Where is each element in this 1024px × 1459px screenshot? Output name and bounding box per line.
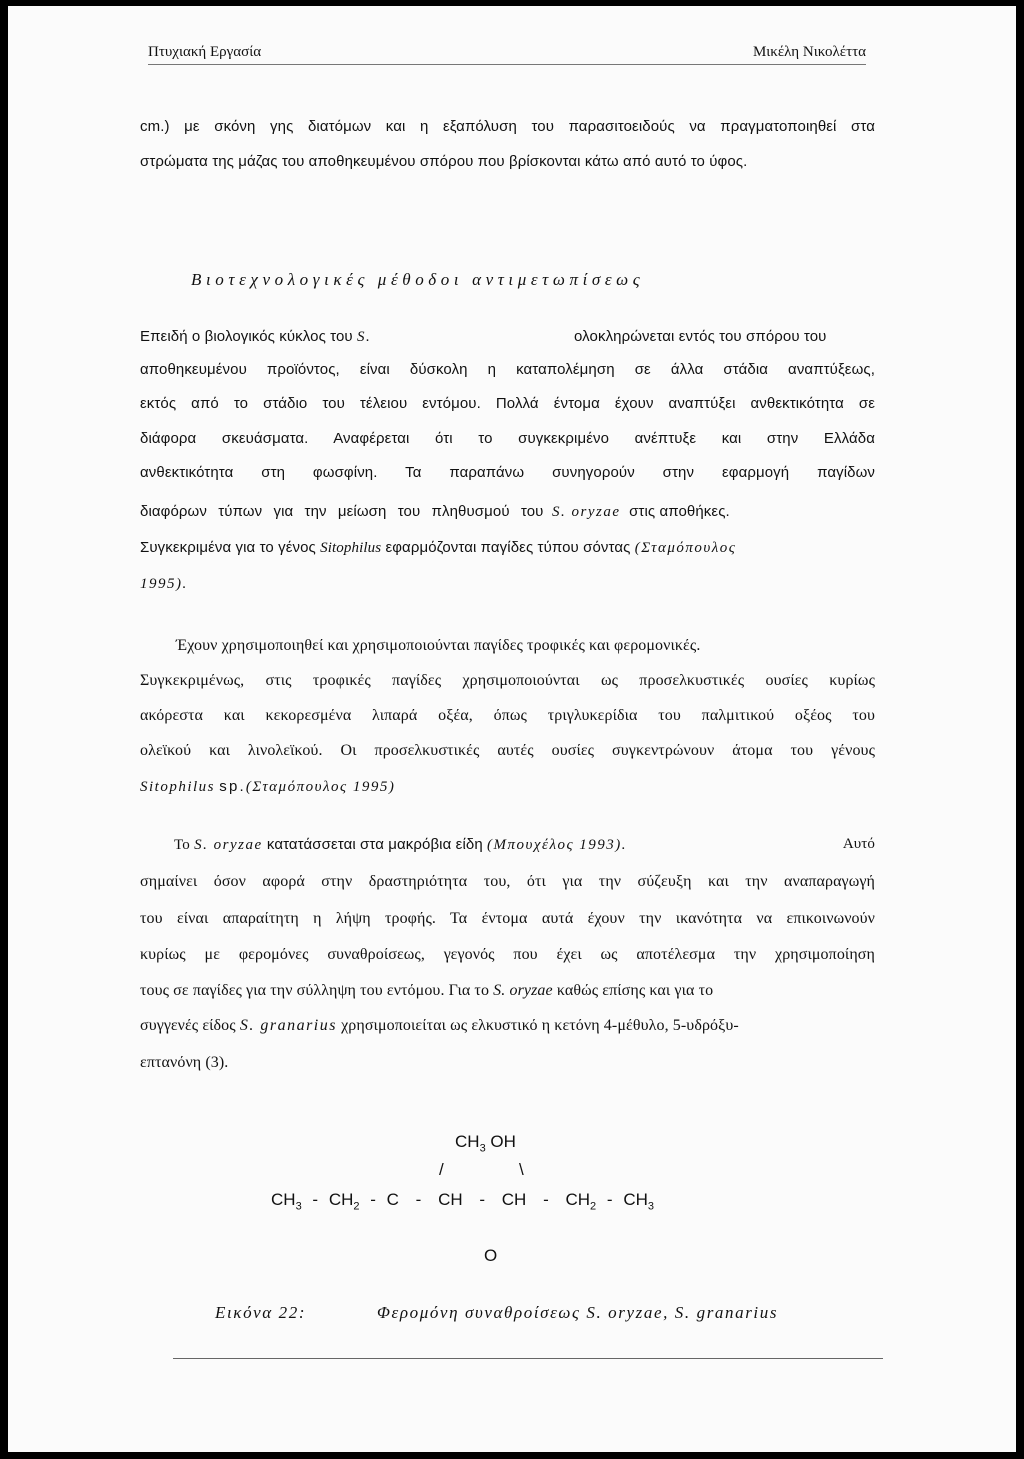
- section-heading: Βιοτεχνολογικές μέθοδοι αντιμετωπίσεως: [191, 270, 645, 289]
- formula-bond: -: [606, 1190, 613, 1209]
- formula-oxygen: O: [484, 1246, 498, 1265]
- formula-atom: CH: [328, 1190, 354, 1209]
- para0-line1: cm.) με σκόνη γης διατόμων και η εξαπόλυση του παρασιτοειδούς να πραγματοποιηθεί στα: [140, 118, 875, 135]
- citation: (Μπουχέλος 1993).: [487, 837, 628, 853]
- para1-line8: 1995).: [140, 576, 188, 592]
- text: sp.: [219, 778, 246, 795]
- para2-line5: [140, 778, 875, 796]
- text: κατατάσσεται στα μακρόβια είδη: [266, 836, 483, 853]
- citation: (Σταμόπουλος 1995): [245, 779, 396, 795]
- formula-bond-left: /: [439, 1160, 444, 1179]
- para1-line2: αποθηκευμένου προϊόντος, είναι δύσκολη η καταπολέμηση σε άλλα στάδια αναπτύξεως,: [140, 361, 875, 378]
- formula-main-chain: [271, 1190, 654, 1212]
- text: Το: [174, 837, 190, 853]
- genus-name: Sitophilus: [140, 779, 216, 795]
- formula-atom: CH: [565, 1190, 591, 1209]
- species-name: S. oryzae: [493, 982, 553, 999]
- para3-line1: [174, 836, 875, 854]
- page-header: [148, 44, 866, 65]
- formula-atom: CH: [501, 1190, 527, 1209]
- para3-line6: [140, 1017, 875, 1035]
- para1-line6: [140, 503, 875, 521]
- para0-line2: στρώματα της μάζας του αποθηκευμένου σπόρου που βρίσκονται κάτω από αυτό το ύφος.: [140, 153, 748, 170]
- species-abbrev: S.: [357, 329, 372, 345]
- formula-atom: CH: [438, 1190, 463, 1209]
- genus-name: Sitophilus: [320, 540, 382, 556]
- species-name: S. oryzae: [552, 504, 621, 520]
- species-name: S. granarius: [239, 1017, 337, 1034]
- formula-subscript: 3: [479, 1142, 486, 1155]
- figure-caption-label: Εικόνα 22:: [215, 1303, 307, 1322]
- para2-line4: ολεϊκού και λινολεϊκού. Οι προσελκυστικές αυτές ουσίες συγκεντρώνουν άτομα του γένους: [140, 742, 875, 759]
- para3-line4: κυρίως με φερομόνες συναθροίσεως, γεγονός που έχει ως αποτέλεσμα την χρησιμοποίηση: [140, 946, 875, 963]
- formula-subscript: 3: [295, 1200, 302, 1213]
- formula-atom: C: [386, 1190, 399, 1209]
- formula-subscript: 2: [590, 1200, 597, 1213]
- para3-line7: επτανόνη (3).: [140, 1054, 229, 1071]
- para2-line3: ακόρεστα και κεκορεσμένα λιπαρά οξέα, όπως τριγλυκερίδια του παλμιτικού οξέος του: [140, 707, 875, 724]
- text: συγγενές είδος: [140, 1017, 236, 1034]
- formula-bond: -: [312, 1190, 319, 1209]
- formula-bond: -: [415, 1190, 422, 1209]
- text: εφαρμόζονται παγίδες τύπου σόντας: [385, 539, 631, 556]
- para1-line1: [140, 328, 875, 346]
- para3-line3: του είναι απαραίτητη η λήψη τροφής. Τα έντομα αυτά έχουν την ικανότητα να επικοινωνούν: [140, 910, 875, 927]
- formula-bond: -: [543, 1190, 549, 1209]
- text: Αυτό: [842, 836, 875, 852]
- citation: (Σταμόπουλος: [634, 540, 737, 556]
- para3-line5: [140, 982, 875, 1000]
- footer-divider: [173, 1358, 883, 1359]
- text: ολοκληρώνεται εντός του σπόρου του: [574, 328, 827, 345]
- species-name: S. oryzae: [194, 837, 263, 853]
- formula-bond: -: [479, 1190, 486, 1209]
- para1-line7: [140, 539, 875, 557]
- formula-top-group: [455, 1132, 516, 1154]
- formula-atom: CH: [623, 1190, 648, 1209]
- text: καθώς επίσης και για το: [556, 982, 714, 999]
- text: Επειδή ο βιολογικός κύκλος του: [140, 328, 353, 345]
- para2-line1: Έχουν χρησιμοποιηθεί και χρησιμοποιούνται παγίδες τροφικές και φερομονικές.: [176, 637, 701, 654]
- header-right: Μικέλη Νικολέττα: [752, 44, 866, 60]
- formula-atom: OH: [490, 1132, 516, 1151]
- text: στις αποθήκες.: [629, 503, 730, 520]
- formula-atom: CH: [271, 1190, 296, 1209]
- figure-caption-text: Φερομόνη συναθροίσεως S. oryzae, S. granarius: [377, 1303, 779, 1322]
- document-page: [8, 6, 1016, 1452]
- para1-line5: ανθεκτικότητα στη φωσφίνη. Τα παραπάνω συνηγορούν στην εφαρμογή παγίδων: [140, 464, 875, 481]
- para2-line2: Συγκεκριμένως, στις τροφικές παγίδες χρησιμοποιούνται ως προσελκυστικές ουσίες κυρίως: [140, 672, 875, 689]
- para1-line3: εκτός από το στάδιο του τέλειου εντόμου. Πολλά έντομα έχουν αναπτύξει ανθεκτικότητα σε: [140, 395, 875, 412]
- text: Συγκεκριμένα για το γένος: [140, 539, 316, 556]
- text: χρησιμοποιείται ως ελκυστικό η κετόνη 4-μέθυλο, 5-υδρόξυ-: [341, 1017, 739, 1034]
- formula-subscript: 2: [353, 1200, 360, 1213]
- formula-bond: -: [370, 1190, 376, 1209]
- para3-line2: σημαίνει όσον αφορά στην δραστηριότητα του, ότι για την σύζευξη και την αναπαραγωγή: [140, 873, 875, 890]
- formula-bond-right: \: [519, 1160, 524, 1179]
- formula-atom: CH: [455, 1132, 480, 1151]
- header-left: Πτυχιακή Εργασία: [148, 44, 262, 60]
- para1-line4: διάφορα σκευάσματα. Αναφέρεται ότι το συγκεκριμένο ανέπτυξε και στην Ελλάδα: [140, 430, 875, 447]
- text: διαφόρων τύπων για την μείωση του πληθυσμού του: [140, 503, 544, 520]
- formula-subscript: 3: [647, 1200, 654, 1213]
- text: τους σε παγίδες για την σύλληψη του εντόμου. Για το: [140, 982, 490, 999]
